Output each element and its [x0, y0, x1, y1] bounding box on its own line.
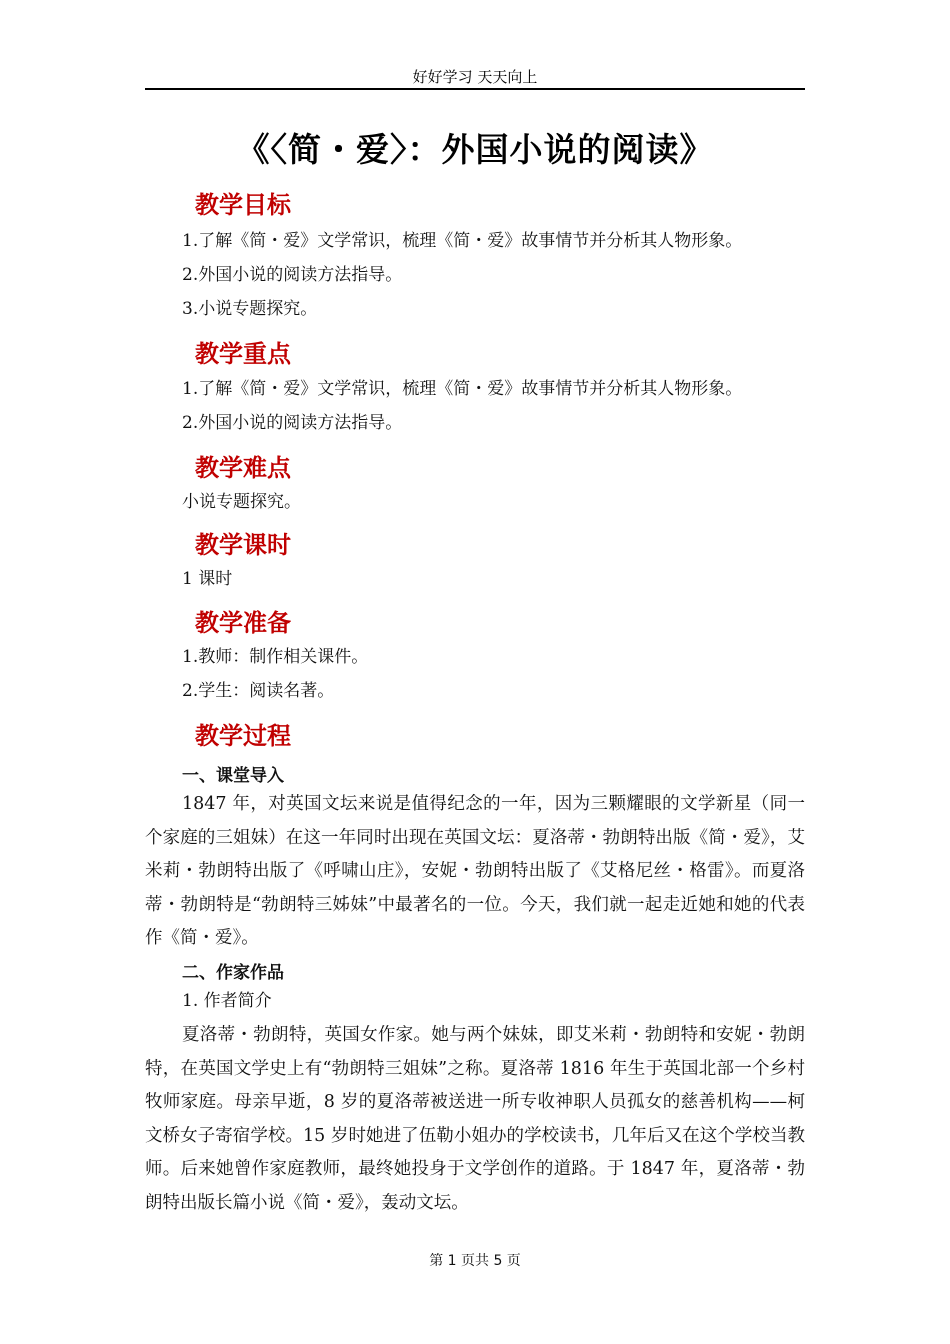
objective-item-2: 2.外国小说的阅读方法指导。: [182, 265, 403, 285]
author-subheading: 1. 作者简介: [182, 991, 272, 1011]
difficulties-heading: 教学难点: [195, 454, 291, 482]
intro-paragraph: 1847 年，对英国文坛来说是值得纪念的一年，因为三颗耀眼的文学新星（同一个家庭的三姐妹）在这一年同时出现在英国文坛：夏洛蒂・勃朗特出版《简・爱》，艾米莉・勃朗特出版了《呼啸山庄》，安妮・勃朗特出版了《艾格尼丝・格雷》。而夏洛蒂・勃朗特是“勃朗特三姊妹”中最著名的一位。今天，我们就一起走近她和她的代表作《简・爱》。: [145, 794, 805, 948]
works-heading: 二、作家作品: [182, 963, 284, 983]
page-header: 好好学习 天天向上: [145, 66, 805, 90]
objective-item-3: 3.小说专题探究。: [182, 299, 318, 319]
author-paragraph: 夏洛蒂・勃朗特，英国女作家。她与两个妹妹，即艾米莉・勃朗特和安妮・勃朗特，在英国文学史上有“勃朗特三姐妹”之称。夏洛蒂 1816 年生于英国北部一个乡村牧师家庭。母亲早逝，8 岁的夏洛蒂被送进一所专收神职人员孤女的慈善机构——柯文桥女子寄宿学校。15 岁时她进了伍勒小姐办的学校读书，几年后又在这个学校当教师。后来她曾作家庭教师，最终她投身于文学创作的道路。于 1847 年，夏洛蒂・勃朗特出版长篇小说《简・爱》，轰动文坛。: [145, 1025, 805, 1213]
process-heading: 教学过程: [195, 722, 291, 750]
preparation-item-1: 1.教师：制作相关课件。: [182, 647, 369, 667]
objective-item-1: 1.了解《简・爱》文学常识，梳理《简・爱》故事情节并分析其人物形象。: [182, 231, 743, 251]
page-footer: 第 1 页共 5 页: [429, 1253, 521, 1269]
key-point-item-1: 1.了解《简・爱》文学常识，梳理《简・爱》故事情节并分析其人物形象。: [182, 379, 743, 399]
document-title: 《〈简・爱〉：外国小说的阅读》: [236, 130, 714, 169]
class-hours-heading: 教学课时: [195, 531, 291, 559]
objectives-heading: 教学目标: [195, 191, 291, 219]
preparation-heading: 教学准备: [195, 609, 291, 637]
intro-heading: 一、课堂导入: [182, 766, 284, 786]
preparation-item-2: 2.学生：阅读名著。: [182, 681, 335, 701]
key-points-heading: 教学重点: [195, 340, 291, 368]
difficulty-item-1: 小说专题探究。: [182, 492, 301, 512]
key-point-item-2: 2.外国小说的阅读方法指导。: [182, 413, 403, 433]
class-hours-item-1: 1 课时: [182, 569, 233, 589]
